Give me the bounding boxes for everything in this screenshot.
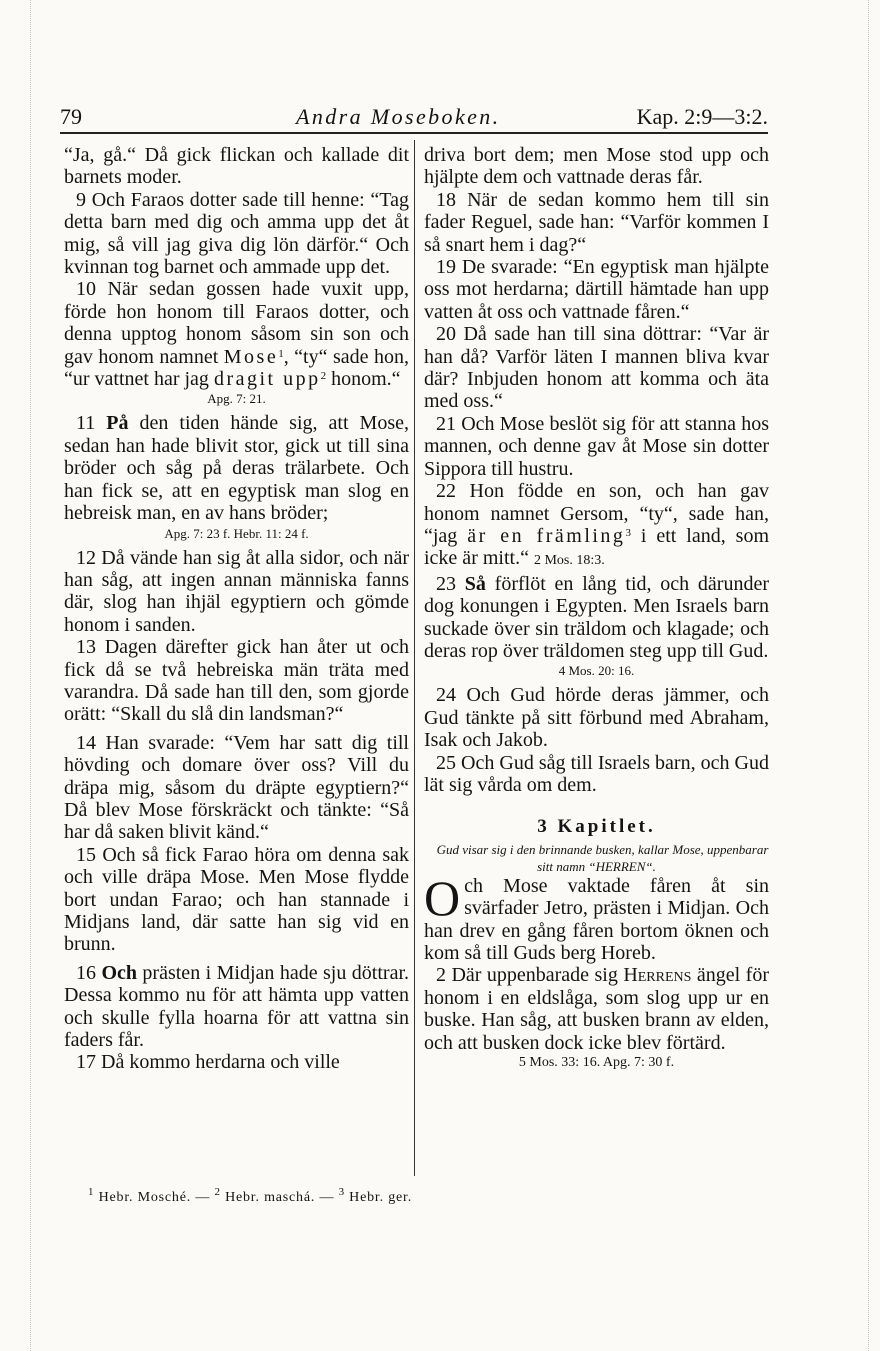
left-column [64,144,409,1074]
verse-11 [64,412,409,524]
verse-16-text: prästen i Midjan hade sju döttrar. Dessa kommo nu för att hämta upp vatten och skulle fylla hoarna för att vattna sin faders får. [64,961,409,1052]
footnote-1-text: Hebr. Mosché. — [94,1190,215,1205]
cross-reference-v23: 4 Mos. 20: 16. [558,663,635,679]
cross-reference-ch3-v2: 5 Mos. 33: 16. Apg. 7: 30 f. [518,1055,675,1071]
verse-2-divine-name: Herrens [623,964,692,987]
verse-22-text-b: i ett land, som icke är mitt.“ [424,524,770,570]
verse-2-text-b: ängel för honom i en eldslåga, som slog upp ur en buske. Han såg, att busken brann av elden, och att busken dock icke blev förtärd. [424,964,769,1054]
verse-17-start: 17 Då kommo herdarna och ville [76,1051,340,1074]
verse-20: 20 Då sade han till sina döttrar: “Var är han då? Varför läten I mannen bliva kvar där? Inbjuden honom att komma och äta med oss.“ [424,323,769,413]
cross-reference-v11: Apg. 7: 23 f. Hebr. 11: 24 f. [164,525,309,541]
verse-10 [64,278,409,390]
verse-24: 24 Och Gud hörde deras jämmer, och Gud tänkte på sitt förbund med Abraham, Isak och Jakob. [424,684,769,752]
verse-21: 21 Och Mose beslöt sig för att stanna hos mannen, och denne gav åt Mose sin dotter Sippora till hustru. [424,412,769,480]
chapter-summary: Gud visar sig i den brinnande busken, kallar Mose, uppenbarar sitt namn “HERREN“. [436,841,769,874]
verse-11-number: 11 [76,412,96,435]
footnote-mark-2: 2 [320,370,327,383]
verse-2-text-a: 2 Där uppenbarade sig [436,964,624,987]
book-title: Andra Moseboken. [296,104,501,129]
page-number: 79 [60,104,82,129]
verse-22-text-a: 22 Hon födde en son, och han gav honom namnet Gersom, “ty“, sade han, “jag [424,480,769,547]
verse-23-initial: Så [464,572,486,595]
footnote-mark-3: 3 [625,526,631,539]
cross-reference-v10: Apg. 7: 21. [207,391,266,407]
verse-9: 9 Och Faraos dotter sade till henne: “Tag detta barn med dig och amma upp det åt mig, så vill jag giva dig lön därför.“ Och kvinnan tog barnet och ammade upp det. [64,188,409,279]
verse-10-text-b: , “ty“ sade hon, “ur vattnet har jag [64,345,409,391]
verse-23 [424,573,769,663]
chapter-3-verse-1 [424,869,769,965]
verse-10-name-mose: Mose [223,345,279,368]
verse-23-number: 23 [436,572,456,595]
drop-cap: O [424,869,461,926]
verse-23-text: förflöt en lång tid, och därunder dog konungen i Egypten. Men Israels barn suckade över sin träldom och klagade; och deras rop över träldomen steg upp till Gud. [424,572,770,662]
page-edge-left [30,0,31,1351]
verse-14: 14 Han svarade: “Vem har satt dig till hövding och domare över oss? Vill du dräpa mig, såsom du dräpte egyptiern?“ Då blev Mose förskräckt och tänkte: “Så har då saken blivit känd.“ [64,731,409,844]
running-header [60,100,768,132]
column-divider [414,140,415,1176]
verse-11-text: den tiden hände sig, att Mose, sedan han hade blivit stor, gick ut till sina bröder och såg på deras trälarbete. Och han fick se, att en egyptisk man slog en hebreisk man, en av hans bröder; [64,412,409,525]
footnote-2-text: Hebr. maschá. — [220,1190,339,1205]
verse-15: 15 Och så fick Farao höra om denna sak och ville dräpa Mose. Men Mose flydde bort undan Farao; och han stannade i Midjans land, där satte han sig vid en brunn. [64,843,409,956]
verse-11-initial: På [106,412,129,435]
header-rule [60,132,768,134]
verse-10-text-c: honom.“ [326,368,401,391]
chapter-3-verse-2 [424,964,769,1054]
cross-reference-v22: 2 Mos. 18:3. [533,553,605,569]
footnote-3-mark: 3 [338,1185,345,1198]
chapter-3-verse-1-text: ch Mose vaktade fåren åt sin svärfader Jetro, prästen i Midjan. Och han drev en gång fåren bortom öknen och kom så till Guds berg Horeb. [424,874,769,964]
verse-13: 13 Dagen därefter gick han åter ut och fick då se två hebreiska män träta med varandra. Då sade han till den, som gjorde orätt: “Skall du slå din landsman?“ [64,636,409,726]
verse-8-continuation: “Ja, gå.“ Då gick flickan och kallade dit barnets moder. [64,144,409,189]
verse-10-spaced-phrase: dragit upp [213,368,321,391]
verse-25: 25 Och Gud såg till Israels barn, och Gud lät sig vårda om dem. [424,751,769,796]
verse-16 [64,962,409,1052]
verse-16-number: 16 [76,961,96,984]
footnote-2-mark: 2 [214,1185,221,1198]
chapter-heading: 3 Kapitlet. [537,816,656,838]
verse-12: 12 Då vände han sig åt alla sidor, och när han såg, att ingen annan människa fanns där, slog han ihjäl egyptiern och gömde honom i sanden. [64,546,409,636]
verse-16-initial: Och [101,961,137,984]
footnote-mark-1: 1 [278,347,284,360]
verse-22 [424,480,769,573]
verse-19: 19 De svarade: “En egyptisk man hjälpte oss mot herdarna; därtill hämtade han upp vatten åt oss och vattnade fåren.“ [424,256,769,323]
verse-22-spaced-phrase: är en främling [467,524,626,547]
footnotes [88,1185,412,1208]
verse-17-continuation: driva bort dem; men Mose stod upp och hjälpte dem och vattnade deras får. [424,144,769,189]
right-column [424,144,769,1076]
verse-10-text-a: 10 När sedan gossen hade vuxit upp, förde hon honom till Faraos dotter, och denna upptog honom såsom sin son och gav honom namnet [64,278,409,368]
verse-18: 18 När de sedan kommo hem till sin fader Reguel, sade han: “Varför kommen I så snart hem i dag?“ [424,188,769,256]
footnote-1-mark: 1 [88,1185,95,1198]
chapter-reference: Kap. 2:9—3:2. [636,104,768,129]
footnote-3-text: Hebr. ger. [344,1190,412,1205]
page-edge-right [868,0,869,1351]
